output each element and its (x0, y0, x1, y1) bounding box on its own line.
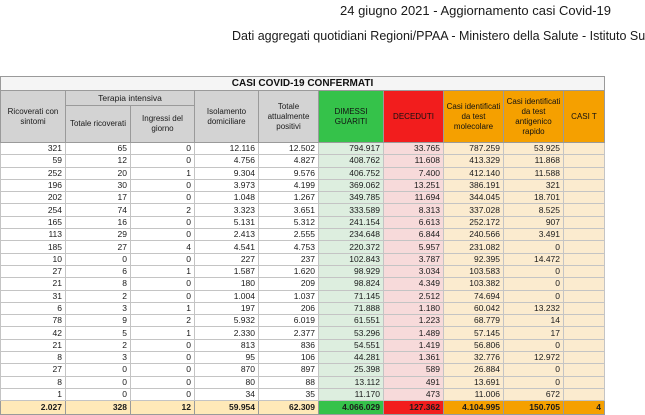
table-cell: 206 (259, 302, 319, 314)
table-cell: 473 (384, 388, 444, 400)
table-cell: 412.140 (444, 167, 504, 179)
table-cell (564, 155, 605, 167)
table-cell (564, 216, 605, 228)
table-cell: 2.377 (259, 327, 319, 339)
table-cell: 2.330 (195, 327, 259, 339)
table-cell: 80 (195, 376, 259, 388)
table-cell: 2 (131, 204, 195, 216)
table-cell: 237 (259, 253, 319, 265)
table-cell: 12.972 (504, 352, 564, 364)
table-cell: 103.382 (444, 278, 504, 290)
table-cell: 27 (1, 364, 66, 376)
table-cell: 92.395 (444, 253, 504, 265)
table-cell: 1.620 (259, 265, 319, 277)
table-cell: 0 (131, 229, 195, 241)
table-cell: 103.583 (444, 265, 504, 277)
table-row (1, 216, 605, 228)
report-date-title: 24 giugno 2021 - Aggiornamento casi Covid-19 (340, 3, 612, 18)
table-cell (564, 241, 605, 253)
table-cell: 1 (1, 388, 66, 400)
table-cell: 13.232 (504, 302, 564, 314)
table-cell: 0 (504, 364, 564, 376)
table-cell: 11.006 (444, 388, 504, 400)
table-cell: 0 (131, 376, 195, 388)
table-cell: 0 (131, 339, 195, 351)
table-row (1, 192, 605, 204)
table-row (1, 339, 605, 351)
table-row (1, 265, 605, 277)
table-cell: 0 (131, 216, 195, 228)
table-cell: 27 (1, 265, 66, 277)
table-cell: 59 (1, 155, 66, 167)
table-cell: 21 (1, 278, 66, 290)
table-cell: 196 (1, 179, 66, 191)
table-cell: 240.566 (444, 229, 504, 241)
table-cell: 14.472 (504, 253, 564, 265)
table-cell: 98.929 (319, 265, 384, 277)
table-cell: 4.827 (259, 155, 319, 167)
table-cell: 11.170 (319, 388, 384, 400)
table-cell: 8 (1, 352, 66, 364)
total-cell: 12 (131, 401, 195, 415)
table-cell: 13.251 (384, 179, 444, 191)
table-cell: 3.973 (195, 179, 259, 191)
group-terapia-intensiva: Terapia intensiva (66, 91, 195, 106)
table-cell: 1.361 (384, 352, 444, 364)
total-cell: 59.954 (195, 401, 259, 415)
table-cell: 6.844 (384, 229, 444, 241)
table-cell: 8 (1, 376, 66, 388)
table-cell: 13.691 (444, 376, 504, 388)
table-cell: 20 (66, 167, 131, 179)
table-cell: 11.868 (504, 155, 564, 167)
table-row (1, 315, 605, 327)
table-row (1, 364, 605, 376)
total-cell: 2.027 (1, 401, 66, 415)
table-cell: 8 (66, 278, 131, 290)
table-cell (564, 302, 605, 314)
table-cell: 17 (504, 327, 564, 339)
table-cell: 333.589 (319, 204, 384, 216)
table-cell: 29 (66, 229, 131, 241)
table-cell: 56.806 (444, 339, 504, 351)
table-cell: 0 (131, 192, 195, 204)
table-cell: 0 (131, 253, 195, 265)
table-cell: 1.267 (259, 192, 319, 204)
table-cell: 0 (131, 155, 195, 167)
table-cell (564, 265, 605, 277)
table-cell: 5.131 (195, 216, 259, 228)
table-cell: 349.785 (319, 192, 384, 204)
table-cell: 9 (66, 315, 131, 327)
table-cell: 589 (384, 364, 444, 376)
table-cell: 0 (131, 364, 195, 376)
table-cell: 53.296 (319, 327, 384, 339)
table-cell: 1.180 (384, 302, 444, 314)
table-cell: 7.400 (384, 167, 444, 179)
table-cell: 0 (131, 352, 195, 364)
col-ricoverati-con-sintomi: Ricoverati con sintomi (1, 91, 66, 143)
table-cell: 794.917 (319, 143, 384, 155)
table-cell: 3 (66, 302, 131, 314)
total-cell: 62.309 (259, 401, 319, 415)
table-cell: 0 (504, 290, 564, 302)
table-body (1, 143, 605, 415)
table-cell: 16 (66, 216, 131, 228)
table-cell: 4.349 (384, 278, 444, 290)
table-cell: 4 (131, 241, 195, 253)
table-cell: 1.489 (384, 327, 444, 339)
table-cell: 2.413 (195, 229, 259, 241)
table-cell: 0 (66, 376, 131, 388)
total-cell: 4 (564, 401, 605, 415)
table-cell: 12.502 (259, 143, 319, 155)
table-cell: 95 (195, 352, 259, 364)
table-cell: 6.613 (384, 216, 444, 228)
table-cell: 68.779 (444, 315, 504, 327)
table-cell: 106 (259, 352, 319, 364)
covid-cases-table (0, 76, 605, 415)
table-cell: 241.154 (319, 216, 384, 228)
table-cell: 369.062 (319, 179, 384, 191)
table-cell: 1.419 (384, 339, 444, 351)
table-cell: 870 (195, 364, 259, 376)
table-cell: 11.608 (384, 155, 444, 167)
table-cell: 33.765 (384, 143, 444, 155)
table-cell: 0 (66, 253, 131, 265)
table-cell: 0 (131, 143, 195, 155)
table-cell: 252 (1, 167, 66, 179)
table-cell: 113 (1, 229, 66, 241)
table-cell: 234.648 (319, 229, 384, 241)
table-cell: 74.694 (444, 290, 504, 302)
confirmed-cases-banner: CASI COVID-19 CONFERMATI (1, 77, 605, 91)
table-cell (564, 179, 605, 191)
table-cell: 1.048 (195, 192, 259, 204)
table-row (1, 376, 605, 388)
table-cell: 61.551 (319, 315, 384, 327)
table-row (1, 290, 605, 302)
table-cell: 42 (1, 327, 66, 339)
table-cell: 3.034 (384, 265, 444, 277)
table-cell: 12 (66, 155, 131, 167)
table-cell: 408.762 (319, 155, 384, 167)
table-cell: 60.042 (444, 302, 504, 314)
table-cell: 13.112 (319, 376, 384, 388)
table-row (1, 241, 605, 253)
table-cell: 337.028 (444, 204, 504, 216)
table-cell: 231.082 (444, 241, 504, 253)
col-totale-ricoverati: Totale ricoverati (66, 106, 131, 143)
table-cell: 1.004 (195, 290, 259, 302)
table-cell: 0 (131, 278, 195, 290)
total-cell: 328 (66, 401, 131, 415)
table-cell: 386.191 (444, 179, 504, 191)
table-cell: 2 (66, 339, 131, 351)
table-cell (564, 167, 605, 179)
table-cell: 18.701 (504, 192, 564, 204)
table-cell: 44.281 (319, 352, 384, 364)
table-cell: 0 (131, 179, 195, 191)
table-cell: 71.888 (319, 302, 384, 314)
table-cell: 4.199 (259, 179, 319, 191)
table-cell: 17 (66, 192, 131, 204)
table-cell: 321 (504, 179, 564, 191)
table-cell (564, 253, 605, 265)
table-cell: 71.145 (319, 290, 384, 302)
report-subtitle: Dati aggregati quotidiani Regioni/PPAA - Ministero della Salute - Istituto Su (232, 29, 645, 43)
table-cell: 5.957 (384, 241, 444, 253)
table-cell (564, 290, 605, 302)
totals-row (1, 401, 605, 415)
table-cell (564, 376, 605, 388)
table-cell: 11.588 (504, 167, 564, 179)
table-cell (564, 364, 605, 376)
table-cell (564, 278, 605, 290)
col-totale-attualmente-positivi: Totale attualmente positivi (259, 91, 319, 143)
table-row (1, 302, 605, 314)
table-cell: 54.551 (319, 339, 384, 351)
col-casi-test-molecolare: Casi identificati da test molecolare (444, 91, 504, 143)
table-cell: 5.312 (259, 216, 319, 228)
table-cell: 0 (504, 265, 564, 277)
table-cell: 3.323 (195, 204, 259, 216)
table-cell: 0 (504, 339, 564, 351)
table-row (1, 278, 605, 290)
table-cell: 21 (1, 339, 66, 351)
table-cell: 209 (259, 278, 319, 290)
table-row (1, 179, 605, 191)
table-cell: 227 (195, 253, 259, 265)
table-cell: 27 (66, 241, 131, 253)
table-cell: 406.752 (319, 167, 384, 179)
table-cell: 202 (1, 192, 66, 204)
table-cell (564, 143, 605, 155)
table-cell: 0 (504, 376, 564, 388)
table-cell: 102.843 (319, 253, 384, 265)
table-cell: 74 (66, 204, 131, 216)
table-cell (564, 388, 605, 400)
total-cell: 150.705 (504, 401, 564, 415)
col-ingressi-del-giorno: Ingressi del giorno (131, 106, 195, 143)
col-isolamento-domiciliare: Isolamento domiciliare (195, 91, 259, 143)
table-cell: 6 (1, 302, 66, 314)
table-cell (564, 315, 605, 327)
table-cell: 2.512 (384, 290, 444, 302)
table-cell: 813 (195, 339, 259, 351)
table-cell: 197 (195, 302, 259, 314)
table-cell (564, 192, 605, 204)
table-cell: 2 (131, 315, 195, 327)
table-cell: 0 (504, 278, 564, 290)
table-cell: 8.525 (504, 204, 564, 216)
table-cell: 78 (1, 315, 66, 327)
table-cell: 5.932 (195, 315, 259, 327)
table-cell: 254 (1, 204, 66, 216)
table-cell: 0 (66, 364, 131, 376)
table-cell: 897 (259, 364, 319, 376)
table-cell: 34 (195, 388, 259, 400)
table-cell: 32.776 (444, 352, 504, 364)
table-cell: 12.116 (195, 143, 259, 155)
table-cell: 10 (1, 253, 66, 265)
table-cell: 3.787 (384, 253, 444, 265)
covid-cases-table-container (0, 76, 601, 413)
table-cell: 907 (504, 216, 564, 228)
table-row (1, 327, 605, 339)
table-cell: 180 (195, 278, 259, 290)
table-cell (564, 204, 605, 216)
table-cell: 165 (1, 216, 66, 228)
table-cell: 53.925 (504, 143, 564, 155)
table-cell: 25.398 (319, 364, 384, 376)
table-cell: 185 (1, 241, 66, 253)
table-cell: 672 (504, 388, 564, 400)
table-cell: 6.019 (259, 315, 319, 327)
total-cell: 4.066.029 (319, 401, 384, 415)
table-row (1, 204, 605, 216)
table-cell: 4.541 (195, 241, 259, 253)
table-cell: 11.694 (384, 192, 444, 204)
table-cell: 2.555 (259, 229, 319, 241)
table-cell: 14 (504, 315, 564, 327)
table-cell: 220.372 (319, 241, 384, 253)
table-cell: 31 (1, 290, 66, 302)
table-cell: 88 (259, 376, 319, 388)
table-row (1, 229, 605, 241)
table-cell (564, 327, 605, 339)
table-cell: 1 (131, 265, 195, 277)
table-cell: 3.651 (259, 204, 319, 216)
table-cell: 0 (66, 388, 131, 400)
col-casi-test-antigenico: Casi identificati da test antigenico rapido (504, 91, 564, 143)
table-cell: 65 (66, 143, 131, 155)
table-cell: 1.587 (195, 265, 259, 277)
table-cell: 35 (259, 388, 319, 400)
table-cell: 0 (131, 388, 195, 400)
table-row (1, 155, 605, 167)
table-cell: 98.824 (319, 278, 384, 290)
table-cell: 1 (131, 302, 195, 314)
table-row (1, 167, 605, 179)
table-cell: 5 (66, 327, 131, 339)
total-cell: 4.104.995 (444, 401, 504, 415)
col-casi-totale: CASI T (564, 91, 605, 143)
table-cell: 26.884 (444, 364, 504, 376)
table-cell: 0 (504, 241, 564, 253)
table-cell: 2 (66, 290, 131, 302)
table-cell: 0 (131, 290, 195, 302)
table-cell: 491 (384, 376, 444, 388)
col-dimessi-guariti: DIMESSI GUARITI (319, 91, 384, 143)
table-cell: 3.491 (504, 229, 564, 241)
table-cell (564, 339, 605, 351)
table-cell: 413.329 (444, 155, 504, 167)
table-cell: 1 (131, 327, 195, 339)
col-deceduti: DECEDUTI (384, 91, 444, 143)
table-cell: 836 (259, 339, 319, 351)
table-row (1, 388, 605, 400)
table-cell: 252.172 (444, 216, 504, 228)
table-cell: 4.756 (195, 155, 259, 167)
table-row (1, 143, 605, 155)
table-cell: 1 (131, 167, 195, 179)
table-cell: 4.753 (259, 241, 319, 253)
table-cell: 9.304 (195, 167, 259, 179)
table-cell: 57.145 (444, 327, 504, 339)
table-cell: 9.576 (259, 167, 319, 179)
table-cell: 1.223 (384, 315, 444, 327)
table-cell: 1.037 (259, 290, 319, 302)
table-cell: 344.045 (444, 192, 504, 204)
table-cell: 8.313 (384, 204, 444, 216)
table-row (1, 352, 605, 364)
table-cell (564, 352, 605, 364)
table-cell: 3 (66, 352, 131, 364)
table-cell: 787.259 (444, 143, 504, 155)
table-cell (564, 229, 605, 241)
table-cell: 6 (66, 265, 131, 277)
table-cell: 321 (1, 143, 66, 155)
table-cell: 30 (66, 179, 131, 191)
table-row (1, 253, 605, 265)
total-cell: 127.362 (384, 401, 444, 415)
